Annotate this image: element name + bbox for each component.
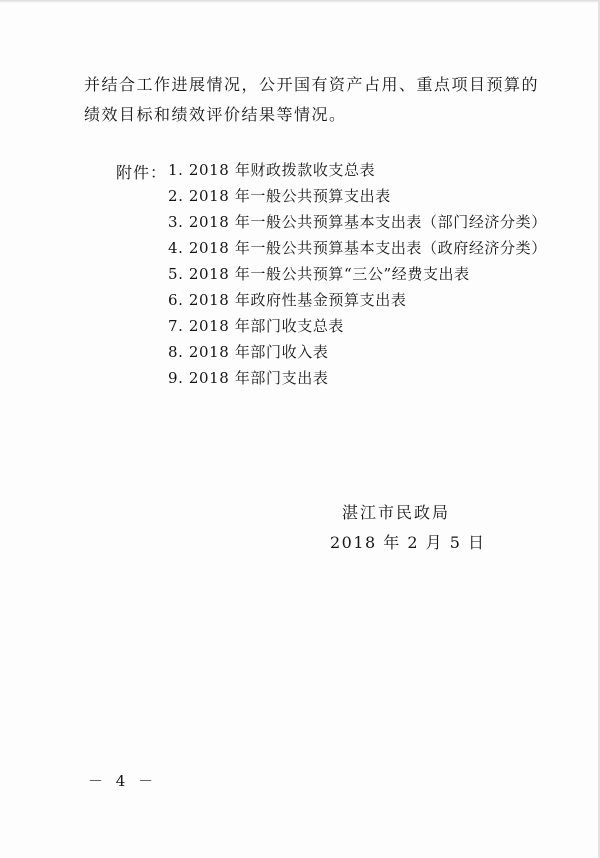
attachment-item: 1. 2018 年财政拨款收支总表: [168, 161, 376, 179]
attachment-item: 4. 2018 年一般公共预算基本支出表（政府经济分类）: [168, 239, 547, 257]
scan-shadow-top: [0, 0, 600, 3]
attachment-item: 5. 2018 年一般公共预算“三公”经费支出表: [168, 265, 470, 283]
signature-date: 2018 年 2 月 5 日: [330, 533, 486, 552]
attachment-item: 8. 2018 年部门收入表: [168, 343, 329, 361]
body-text-line-1: 并结合工作进展情况，公开国有资产占用、重点项目预算的: [84, 75, 540, 94]
attachment-item: 2. 2018 年一般公共预算支出表: [168, 187, 391, 205]
attachment-item: 9. 2018 年部门支出表: [168, 369, 329, 387]
attachments-list: [168, 160, 547, 394]
attachment-item: 3. 2018 年一般公共预算基本支出表（部门经济分类）: [168, 213, 547, 231]
body-text-line-2: 绩效目标和绩效评价结果等情况。: [84, 105, 347, 124]
attachments-label: 附件：: [116, 163, 168, 182]
attachment-item: 6. 2018 年政府性基金预算支出表: [168, 291, 407, 309]
signature-organization: 湛江市民政局: [342, 503, 451, 522]
attachment-item: 7. 2018 年部门收支总表: [168, 317, 345, 335]
page-number: － 4 －: [88, 772, 158, 790]
